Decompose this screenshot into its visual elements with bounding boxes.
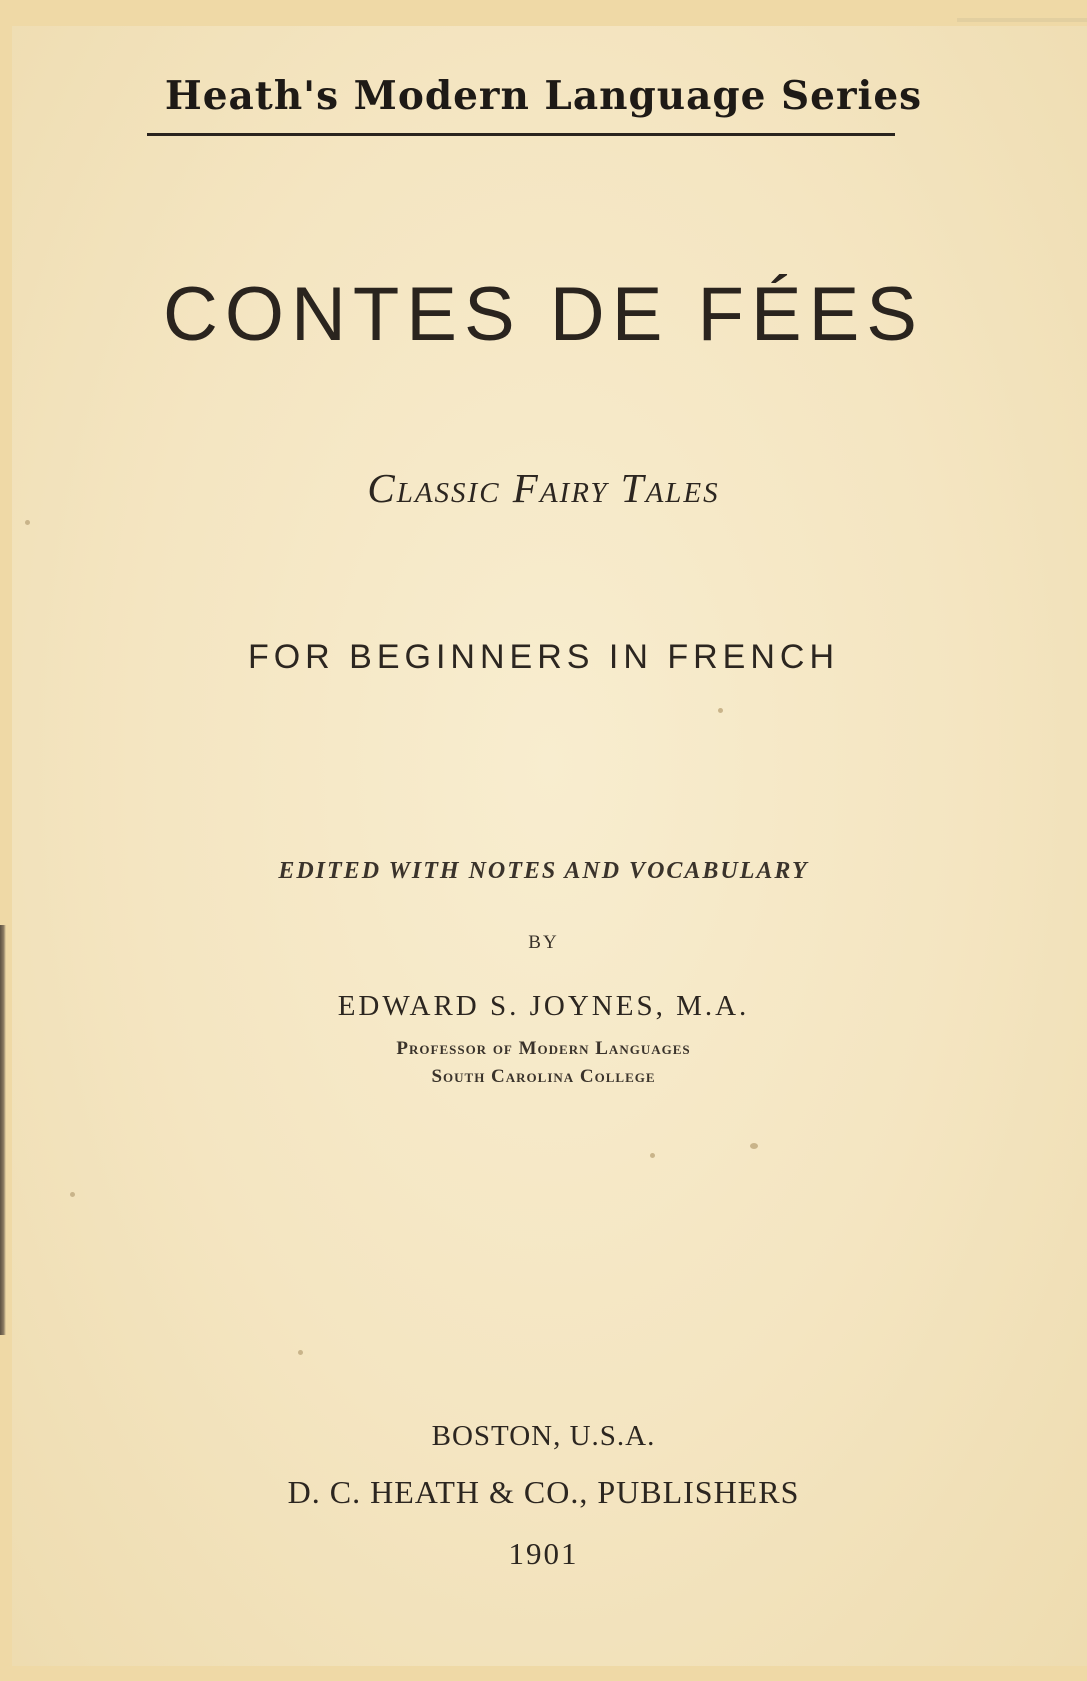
paper-speck <box>70 1192 75 1197</box>
paper-speck <box>25 520 30 525</box>
imprint-publisher: D. C. HEATH & CO., PUBLISHERS <box>287 1474 800 1510</box>
paper-speck <box>650 1153 655 1158</box>
paper-speck <box>298 1350 303 1355</box>
author-name: EDWARD S. JOYNES, M.A. <box>337 990 750 1022</box>
edited-line: EDITED WITH NOTES AND VOCABULARY <box>278 858 809 884</box>
series-underline <box>147 133 895 136</box>
paper-speck <box>750 1143 758 1149</box>
author-affiliation-title: Professor of Modern Languages <box>396 1038 691 1059</box>
book-title: CONTES DE FÉES <box>163 272 924 357</box>
binding-edge <box>0 925 6 1335</box>
by-line: BY <box>528 932 559 953</box>
paper-speck <box>718 708 723 713</box>
imprint-year: 1901 <box>508 1536 579 1571</box>
imprint-city: BOSTON, U.S.A. <box>431 1420 656 1452</box>
book-subtitle: Classic Fairy Tales <box>367 465 720 511</box>
audience-line: FOR BEGINNERS IN FRENCH <box>247 638 840 676</box>
series-heading: Heath's Modern Language Series <box>164 73 923 119</box>
page-edge-strip <box>957 18 1087 22</box>
author-affiliation-institution: South Carolina College <box>431 1066 656 1087</box>
